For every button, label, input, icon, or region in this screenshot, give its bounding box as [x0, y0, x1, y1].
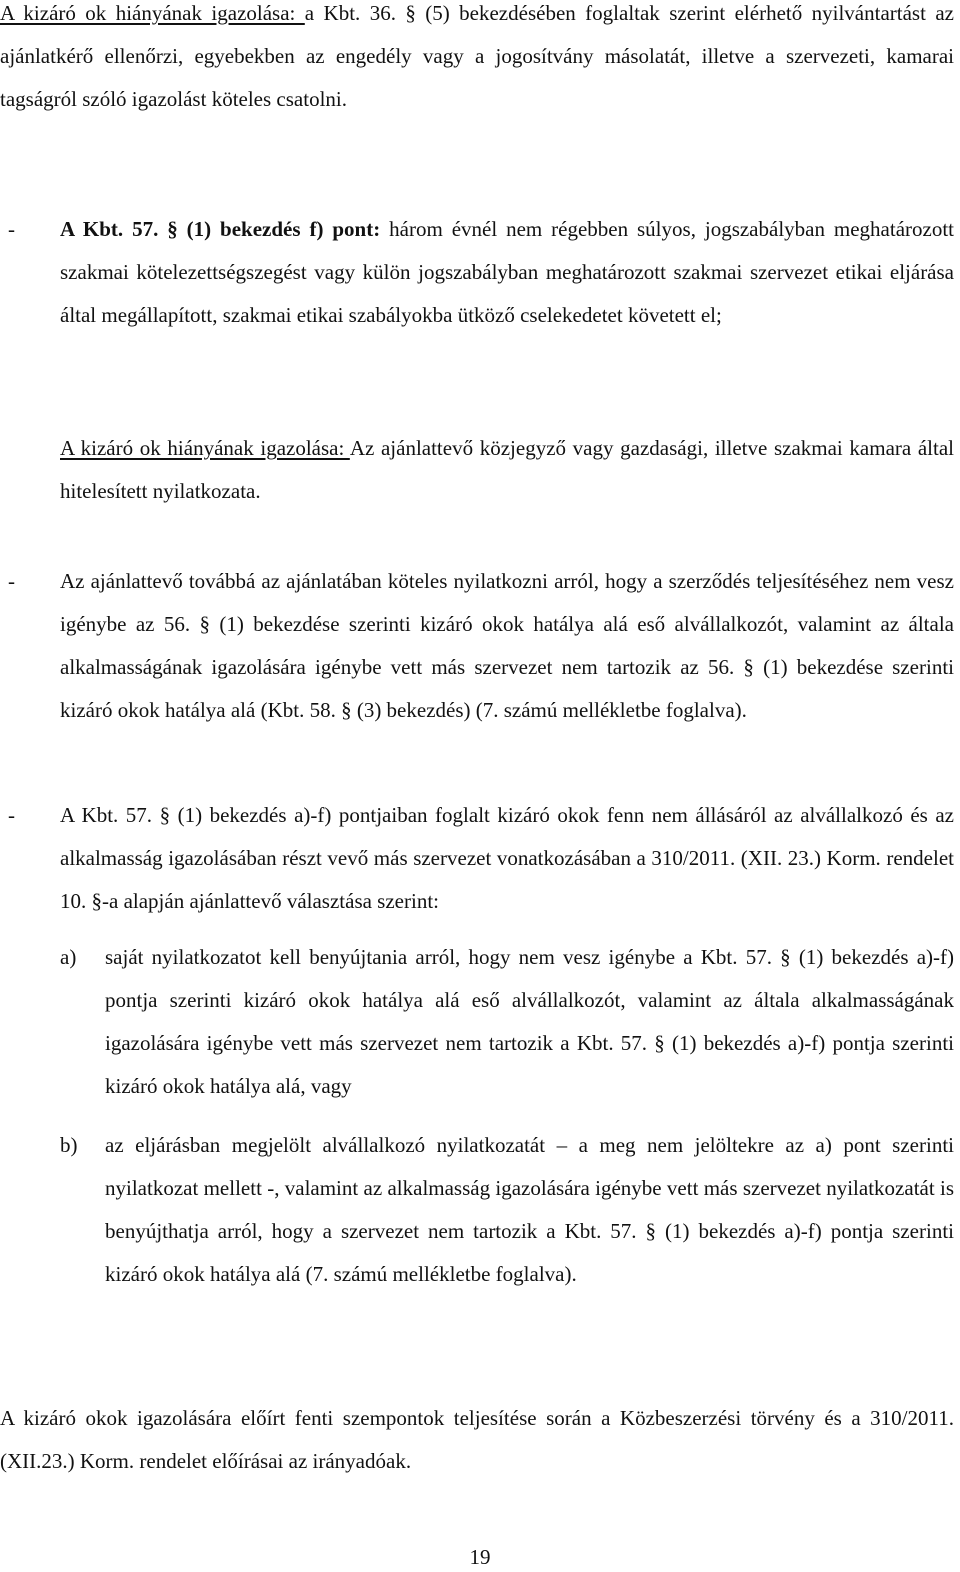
closing-paragraph: A kizáró okok igazolására előírt fenti szempontok teljesítése során a Közbeszerzési törvény és a 310/2011. (XII.23.) Korm. rendelet előírásai az irányadóak.: [0, 1406, 954, 1473]
item-heading: A Kbt. 57. § (1) bekezdés f) pont:: [60, 217, 381, 241]
proof-heading: A kizáró ok hiányának igazolása:: [60, 436, 350, 460]
paragraph-exclusion-proof-notary: [60, 427, 954, 513]
paragraph-text: Az ajánlattevő közjegyző vagy gazdasági, illetve szakmai kamara által hitelesített nyilatkozata.: [60, 436, 955, 503]
item-text: három évnél nem régebben súlyos, jogszabályban meghatározott szakmai kötelezettségszegést vagy külön jogszabályban meghatározott szakmai szervezet etikai eljárása által megállapított, szakmai etikai szabályokba ütköző cselekedetet követett el;: [60, 217, 955, 327]
paragraph-exclusion-proof-36: [0, 0, 954, 121]
list-item-57-f: [60, 208, 954, 337]
list-bullet: -: [8, 217, 15, 241]
paragraph-text: a Kbt. 36. § (5) bekezdésében foglaltak szerint elérhető nyilvántartást az ajánlatkérő ellenőrzi, egyebekben az engedély vagy a jogosítvány másolatát, illetve a szervezeti, kamarai tagságról szóló igazolást köteles csatolni.: [0, 1, 954, 111]
sub-item-marker-b: b): [60, 1133, 78, 1157]
list-bullet: -: [8, 569, 15, 593]
sub-item-a: saját nyilatkozatot kell benyújtania arról, hogy nem vesz igénybe a Kbt. 57. § (1) bekezdés a)-f) pontja szerinti kizáró okok hatálya alá eső alvállalkozót, valamint az általa alkalmasságának igazolására igénybe vett más szervezet nem tartozik a Kbt. 57. § (1) bekezdés a)-f) pontja szerinti kizáró okok hatálya alá, vagy: [105, 945, 954, 1098]
list-item-subcontractor-declaration: Az ajánlattevő továbbá az ajánlatában köteles nyilatkozni arról, hogy a szerződés teljesítéséhez nem vesz igénybe az 56. § (1) bekezdése szerinti kizáró okok hatálya alá eső alvállalkozót, valamint az általa alkalmasságának igazolására igénybe vett más szervezet nem tartozik az 56. § (1) bekezdése szerinti kizáró okok hatálya alá (Kbt. 58. § (3) bekezdés) (7. számú mellékletbe foglalva).: [60, 569, 954, 722]
sub-item-b: az eljárásban megjelölt alvállalkozó nyilatkozatát – a meg nem jelöltekre az a) pont szerinti nyilatkozat mellett -, valamint az alkalmasság igazolására igénybe vett más szervezet nyilatkozatát is benyújthatja arról, hogy a szervezet nem tartozik a Kbt. 57. § (1) bekezdés a)-f) pontja szerinti kizáró okok hatálya alá (7. számú mellékletbe foglalva).: [105, 1133, 954, 1286]
list-item-57-a-f: A Kbt. 57. § (1) bekezdés a)-f) pontjaiban foglalt kizáró okok fenn nem állásáról az alvállalkozó és az alkalmasság igazolásában részt vevő más szervezet vonatkozásában a 310/2011. (XII. 23.) Korm. rendelet 10. §-a alapján ajánlattevő választása szerint:: [60, 803, 954, 913]
proof-heading: A kizáró ok hiányának igazolása:: [0, 1, 305, 25]
sub-item-marker-a: a): [60, 945, 77, 969]
list-bullet: -: [8, 803, 15, 827]
page-number: 19: [469, 1545, 491, 1569]
